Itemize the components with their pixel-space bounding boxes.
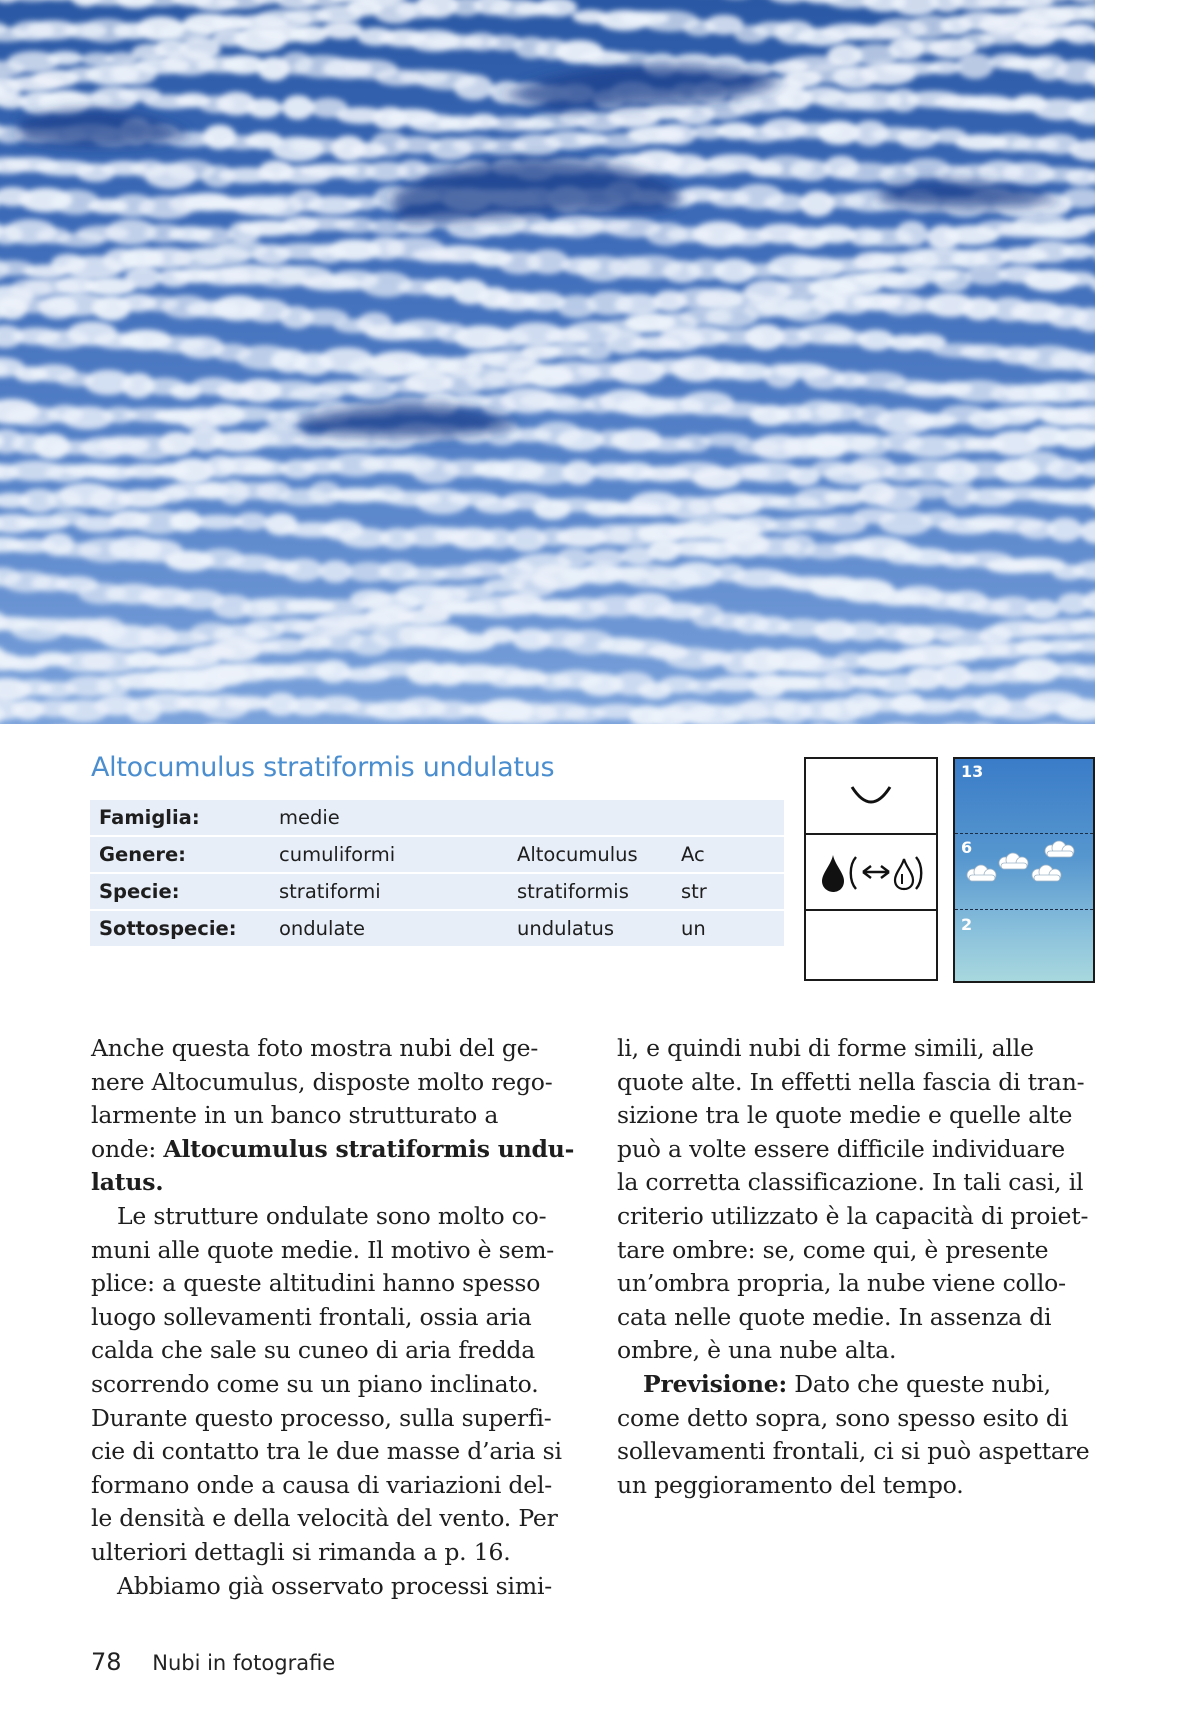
text-run: onde: — [91, 1134, 164, 1163]
text-line — [617, 1368, 1107, 1402]
altitude-label-top: 13 — [961, 762, 984, 781]
text-run: luogo sollevamenti frontali, ossia aria — [91, 1302, 532, 1331]
text-line — [91, 1502, 581, 1536]
classification-abbr — [672, 800, 784, 836]
cloud-bands — [0, 0, 1095, 724]
text-run: calda che sale su cuneo di aria fredda — [91, 1336, 536, 1365]
classification-italian: ondulate — [279, 917, 366, 940]
text-line — [91, 1166, 581, 1200]
text-run: un’ombra propria, la nube viene collo- — [617, 1269, 1066, 1298]
text-run: larmente in un banco strutturato a — [91, 1101, 499, 1130]
classification-label: Specie: — [90, 873, 270, 910]
text-line — [617, 1469, 1107, 1503]
text-run: Le strutture ondulate sono molto co- — [117, 1201, 547, 1230]
text-run: Anche questa foto mostra nubi del ge- — [91, 1034, 539, 1062]
classification-italian: cumuliformi — [270, 836, 508, 873]
text-run: come detto sopra, sono spesso esito di — [617, 1403, 1069, 1432]
text-run: può a volte essere difficile individuare — [617, 1134, 1065, 1163]
altocumulus-undulatus-arc-icon — [846, 779, 896, 813]
text-line — [617, 1435, 1107, 1469]
classification-italian: medie — [270, 800, 508, 836]
text-line — [91, 1301, 581, 1335]
section-title: Nubi in fotografie — [152, 1651, 336, 1675]
classification-row — [90, 910, 784, 946]
classification-abbr: Ac — [672, 836, 784, 873]
text-run: cie di contatto tra le due masse d’aria si — [91, 1437, 562, 1466]
text-run: criterio utilizzato è la capacità di proiet- — [617, 1201, 1089, 1230]
classification-abbr: str — [672, 873, 784, 910]
classification-abbr: un — [681, 917, 706, 940]
text-run: Durante questo processo, sulla superfi- — [91, 1403, 552, 1432]
text-line — [91, 1099, 581, 1133]
text-run: cata nelle quote medie. In assenza di — [617, 1302, 1052, 1331]
altitude-label-mid: 6 — [961, 838, 973, 857]
text-run: quote alte. In effetti nella fascia di tran- — [617, 1067, 1085, 1096]
text-run: Abbiamo già osservato processi simi- — [117, 1571, 552, 1600]
classification-row — [90, 800, 784, 836]
text-line — [91, 1435, 581, 1469]
classification-label: Famiglia: — [90, 800, 270, 836]
cloud-photo — [0, 0, 1095, 724]
text-line — [91, 1469, 581, 1503]
text-line — [617, 1334, 1107, 1368]
weather-symbol-cell — [806, 835, 936, 911]
body-column-left — [91, 1032, 581, 1603]
page-title: Altocumulus stratiformis undulatus — [91, 752, 555, 783]
page-number: 78 — [91, 1648, 122, 1676]
text-line — [617, 1166, 1107, 1200]
precipitation-range-icon — [819, 849, 923, 895]
text-run: ombre, è una nube alta. — [617, 1336, 897, 1365]
text-line — [91, 1267, 581, 1301]
empty-symbol-cell — [806, 911, 936, 985]
text-run: plice: a queste altitudini hanno spesso — [91, 1269, 541, 1298]
text-run: Dato che queste nubi, — [786, 1369, 1051, 1398]
classification-label: Sottospecie: — [99, 917, 237, 940]
symbol-panel — [804, 757, 938, 981]
classification-row — [90, 873, 784, 910]
altitude-diagram — [953, 757, 1095, 983]
text-line — [617, 1032, 1107, 1066]
text-line — [91, 1402, 581, 1436]
text-run: le densità e della velocità del vento. Per — [91, 1504, 558, 1533]
text-line — [91, 1200, 581, 1234]
text-bold: latus. — [91, 1168, 164, 1197]
text-run: scorrendo come su un piano inclinato. — [91, 1369, 539, 1398]
small-clouds-icon — [955, 759, 1095, 983]
classification-table — [90, 800, 784, 946]
text-line — [91, 1234, 581, 1268]
text-line — [91, 1066, 581, 1100]
classification-latin: Altocumulus — [508, 836, 672, 873]
classification-latin: stratiformis — [508, 873, 672, 910]
text-line — [617, 1267, 1107, 1301]
text-run: formano onde a causa di variazioni del- — [91, 1470, 553, 1499]
classification-latin: undulatus — [517, 917, 614, 940]
classification-latin — [508, 800, 672, 836]
text-line — [91, 1334, 581, 1368]
text-line — [91, 1133, 581, 1167]
text-run: la corretta classificazione. In tali casi, il — [617, 1168, 1084, 1197]
text-line — [91, 1368, 581, 1402]
altocumulus-cloud-bands-image — [0, 0, 1095, 724]
altitude-label-low: 2 — [961, 915, 973, 934]
text-run: li, e quindi nubi di forme simili, alle — [617, 1034, 1034, 1062]
text-bold: Previsione: — [643, 1369, 787, 1398]
text-line — [617, 1234, 1107, 1268]
text-line — [617, 1133, 1107, 1167]
text-run: nere Altocumulus, disposte molto rego- — [91, 1067, 553, 1096]
classification-label: Genere: — [90, 836, 270, 873]
text-run: un peggioramento del tempo. — [617, 1470, 964, 1499]
text-bold: Altocumulus stratiformis undu- — [163, 1134, 575, 1163]
text-run: tare ombre: se, come qui, è presente — [617, 1235, 1049, 1264]
text-run: muni alle quote medie. Il motivo è sem- — [91, 1235, 555, 1264]
text-run: sollevamenti frontali, ci si può aspettare — [617, 1437, 1090, 1466]
classification-row — [90, 836, 784, 873]
text-run: sizione tra le quote medie e quelle alte — [617, 1101, 1073, 1130]
classification-italian: stratiformi — [270, 873, 508, 910]
text-line — [91, 1536, 581, 1570]
text-line — [91, 1032, 581, 1066]
text-line — [617, 1099, 1107, 1133]
text-line — [617, 1066, 1107, 1100]
text-run: ulteriori dettagli si rimanda a p. 16. — [91, 1537, 511, 1566]
text-line — [91, 1570, 581, 1604]
text-line — [617, 1301, 1107, 1335]
cloud-symbol-cell — [806, 759, 936, 835]
text-line — [617, 1402, 1107, 1436]
text-line — [617, 1200, 1107, 1234]
page-footer — [91, 1648, 335, 1676]
body-column-right — [617, 1032, 1107, 1502]
